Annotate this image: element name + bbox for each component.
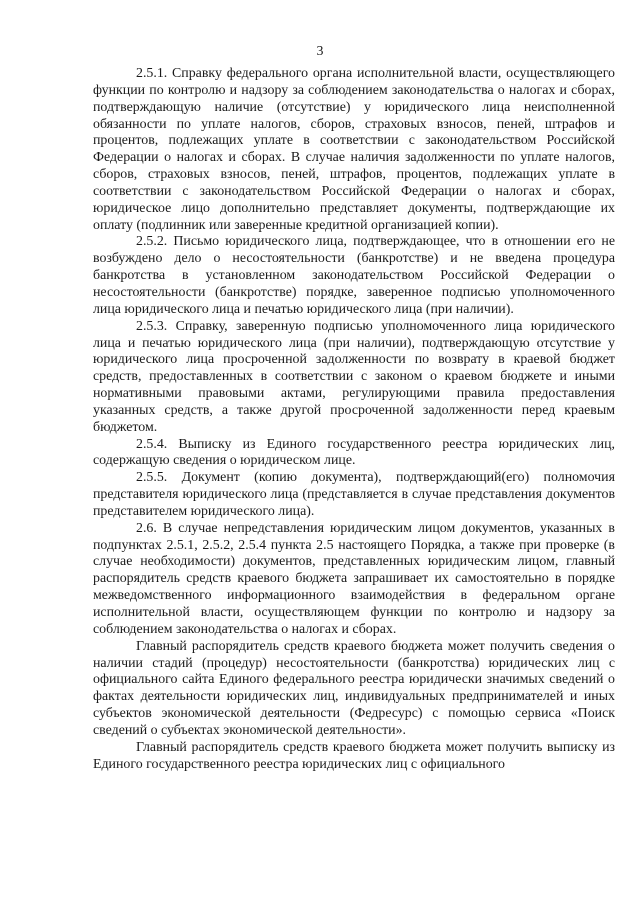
paragraph-fedresurs: Главный распорядитель средств краевого бюджета может получить сведения о наличии стадий (процедур) несостоятельности (банкротства) юридических лиц с официального сайта Единого федерального реестра юридически значимых сведений о фактах деятельности юридических лиц, индивидуальных предпринимателей и иных субъектов экономической деятельности (Федресурс) с помощью сервиса «Поиск сведений о субъектах экономической деятельности». — [93, 638, 615, 738]
paragraph-2-5-5: 2.5.5. Документ (копию документа), подтверждающий(его) полномочия представителя юридического лица (представляется в случае представления документов представителем юридического лица). — [93, 470, 615, 519]
page-number: 3 — [316, 44, 324, 59]
paragraph-2-5-3: 2.5.3. Справку, заверенную подписью уполномоченного лица юридического лица и печатью юридического лица (при наличии), подтверждающую отсутствие у юридического лица просроченной задолженности по возврату в краевой бюджет средств, предоставленных в соответствии с законом о краевом бюджете и иными нормативными правовыми актами, регулирующими правила предоставления указанных средств, а также другой просроченной задолженности перед краевым бюджетом. — [93, 318, 615, 435]
paragraph-2-5-4: 2.5.4. Выписку из Единого государственного реестра юридических лиц, содержащую сведения о юридическом лице. — [93, 436, 615, 469]
paragraph-2-5-1: 2.5.1. Справку федерального органа исполнительной власти, осуществляющего функции по контролю и надзору за соблюдением законодательства о налогах и сборах, подтверждающую наличие (отсутствие) у юридического лица неисполненной обязанности по уплате налогов, сборов, страховых взносов, пеней, штрафов и процентов, подлежащих уплате в соответствии с законодательством Российской Федерации о налогах и сборах. В случае наличия задолженности по уплате налогов, сборов, страховых взносов, пеней, штрафов, процентов, подлежащих уплате в соответствии с законодательством Российской Федерации о налогах и сборах, юридическое лицо дополнительно представляет документы, подтверждающие их оплату (подлинник или заверенные кредитной организацией копии). — [93, 66, 615, 233]
paragraph-egrul-extract: Главный распорядитель средств краевого бюджета может получить выписку из Единого государственного реестра юридических лиц с официального — [93, 739, 615, 772]
document-body — [93, 66, 615, 773]
paragraph-2-5-2: 2.5.2. Письмо юридического лица, подтверждающее, что в отношении его не возбуждено дело о несостоятельности (банкротстве) и не введена процедура банкротства в установленном законодательством Российской Федерации о несостоятельности (банкротстве) порядке, заверенное подписью уполномоченного лица юридического лица и печатью юридического лица (при наличии). — [93, 234, 615, 317]
paragraph-2-6: 2.6. В случае непредставления юридическим лицом документов, указанных в подпунктах 2.5.1, 2.5.2, 2.5.4 пункта 2.5 настоящего Порядка, а также при проверке (в случае необходимости) документов, представленных юридическим лицом, главный распорядитель средств краевого бюджета запрашивает их самостоятельно в порядке межведомственного информационного взаимодействия в федеральном органе исполнительной власти, осуществляющем функции по контролю и надзору за соблюдением законодательства о налогах и сборах. — [93, 520, 615, 637]
